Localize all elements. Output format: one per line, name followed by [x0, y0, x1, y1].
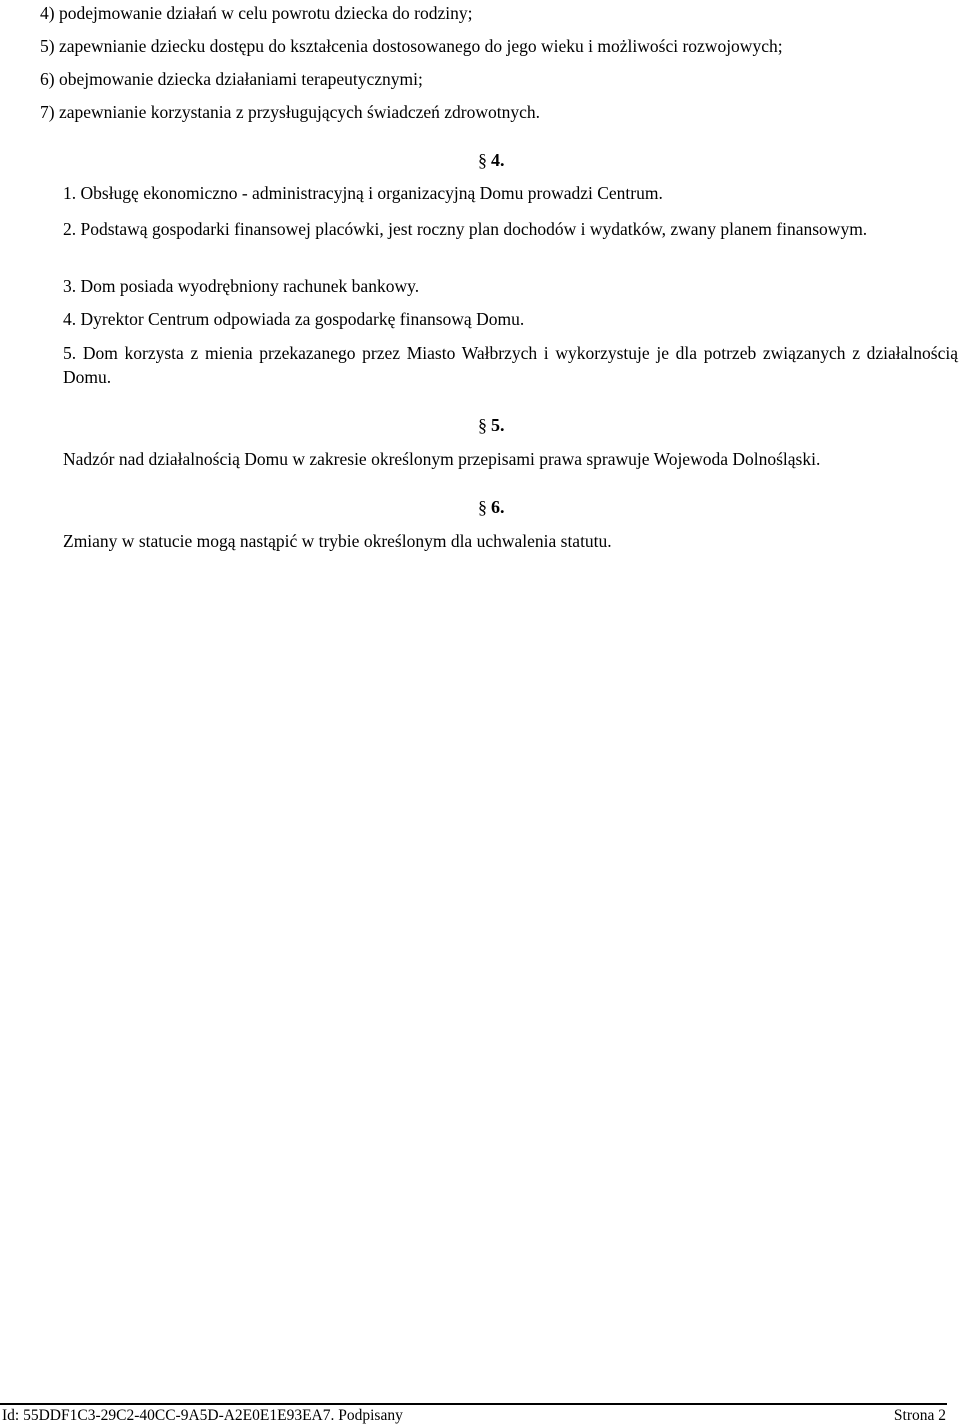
- section-5-text: Nadzór nad działalnością Domu w zakresie określonym przepisami prawa sprawuje Wojewoda Dolnośląski.: [63, 449, 821, 469]
- list-item-5: 5) zapewnianie dziecku dostępu do kształcenia dostosowanego do jego wieku i możliwości rozwojowych;: [40, 36, 783, 56]
- section-4-point-5: [40, 341, 958, 389]
- section-4-point-3: 3. Dom posiada wyodrębniony rachunek bankowy.: [63, 276, 420, 296]
- section-number: 4.: [491, 150, 505, 170]
- section-5-heading: [478, 414, 505, 436]
- section-4-point-2: [40, 217, 958, 241]
- section-sign: §: [478, 415, 487, 435]
- list-item-6: 6) obejmowanie dziecka działaniami terapeutycznymi;: [40, 69, 423, 89]
- section-6-text: Zmiany w statucie mogą nastąpić w trybie określonym dla uchwalenia statutu.: [63, 531, 612, 551]
- section-4-heading: [478, 149, 505, 171]
- section-number: 6.: [491, 497, 505, 517]
- section-sign: §: [478, 150, 487, 170]
- footer-page-number: Strona 2: [893, 1407, 946, 1424]
- section-number: 5.: [491, 415, 505, 435]
- list-item-7: 7) zapewnianie korzystania z przysługujących świadczeń zdrowotnych.: [40, 102, 541, 122]
- section-4-point-5-text: 5. Dom korzysta z mienia przekazanego przez Miasto Wałbrzych i wykorzystuje je dla potrzeb związanych z działalnością Domu.: [63, 343, 958, 387]
- section-4-point-4: 4. Dyrektor Centrum odpowiada za gospodarkę finansową Domu.: [63, 309, 525, 329]
- footer-divider: [0, 1403, 947, 1405]
- section-sign: §: [478, 497, 487, 517]
- section-4-point-1: 1. Obsługę ekonomiczno - administracyjną i organizacyjną Domu prowadzi Centrum.: [63, 183, 663, 203]
- section-4-point-2-text: 2. Podstawą gospodarki finansowej placówki, jest roczny plan dochodów i wydatków, zwany planem finansowym.: [63, 219, 868, 239]
- section-6-heading: [478, 496, 505, 518]
- list-item-4: 4) podejmowanie działań w celu powrotu dziecka do rodziny;: [40, 3, 473, 23]
- footer-document-id: Id: 55DDF1C3-29C2-40CC-9A5D-A2E0E1E93EA7. Podpisany: [2, 1407, 403, 1424]
